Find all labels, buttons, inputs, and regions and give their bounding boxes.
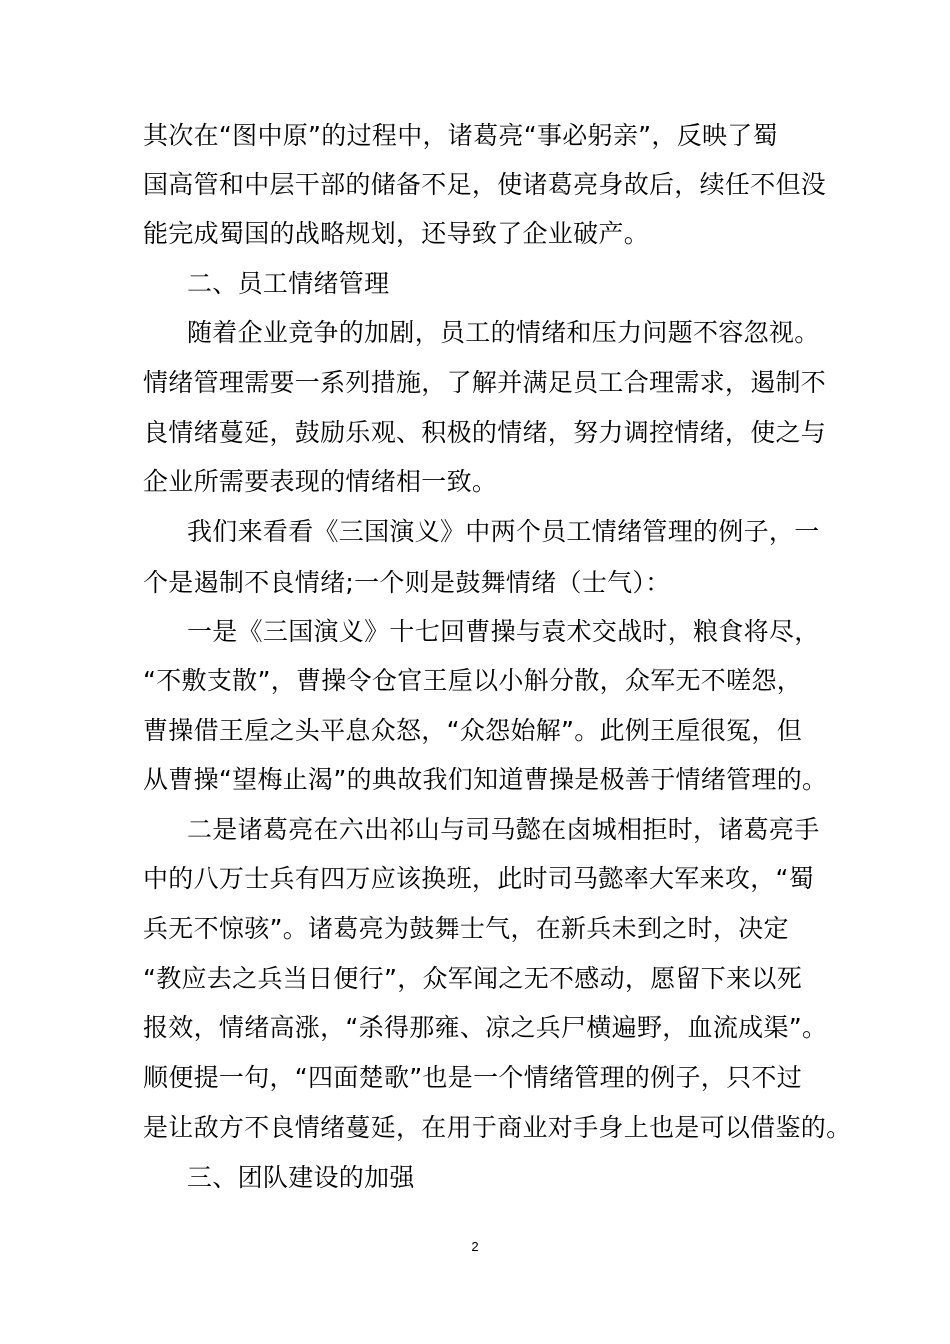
text-line: 曹操借王垕之头平息众怒，“众怨始解”。此例王垕很冤，但 [143,716,803,745]
text-line: 随着企业竞争的加剧，员工的情绪和压力问题不容忽视。 [187,318,820,347]
text-line: 是让敌方不良情绪蔓延，在用于商业对手身上也是可以借鉴的。 [143,1113,852,1142]
text-line: 个是遏制不良情绪;一个则是鼓舞情绪（士气）： [143,568,671,597]
text-line: 企业所需要表现的情绪相一致。 [143,467,498,496]
text-line: “不敷支散”，曹操令仓官王垕以小斛分散，众军无不嗟怨， [143,666,803,695]
text-line: 报效，情绪高涨，“杀得那雍、凉之兵尸横遍野，血流成渠”。 [143,1013,828,1042]
text-line: 中的八万士兵有四万应该换班，此时司马懿率大军来攻，“蜀 [143,864,815,893]
text-line: 其次在“图中原”的过程中，诸葛亮“事必躬亲”，反映了蜀 [143,121,778,150]
text-line: 从曹操“望梅止渴”的典故我们知道曹操是极善于情绪管理的。 [143,765,828,794]
text-line: 二是诸葛亮在六出祁山与司马懿在卤城相拒时，诸葛亮手 [187,815,820,844]
text-line: 顺便提一句，“四面楚歌”也是一个情绪管理的例子，只不过 [143,1063,803,1092]
text-line: 良情绪蔓延，鼓励乐观、积极的情绪，努力调控情绪，使之与 [143,418,827,447]
page-number: 2 [471,1239,479,1254]
text-line: 情绪管理需要一系列措施，了解并满足员工合理需求，遏制不 [143,368,827,397]
section-heading: 三、团队建设的加强 [187,1163,415,1192]
text-line: 我们来看看《三国演义》中两个员工情绪管理的例子，一 [187,517,820,546]
text-line: 国高管和中层干部的储备不足，使诸葛亮身故后，续任不但没 [143,170,827,199]
section-heading: 二、员工情绪管理 [187,269,390,298]
text-line: 兵无不惊骇”。诸葛亮为鼓舞士气，在新兵未到之时，决定 [143,914,789,943]
text-line: 能完成蜀国的战略规划，还导致了企业破产。 [143,219,650,248]
text-line: “教应去之兵当日便行”，众军闻之无不感动，愿留下来以死 [143,964,803,993]
text-line: 一是《三国演义》十七回曹操与袁术交战时，粮食将尽， [187,617,820,646]
